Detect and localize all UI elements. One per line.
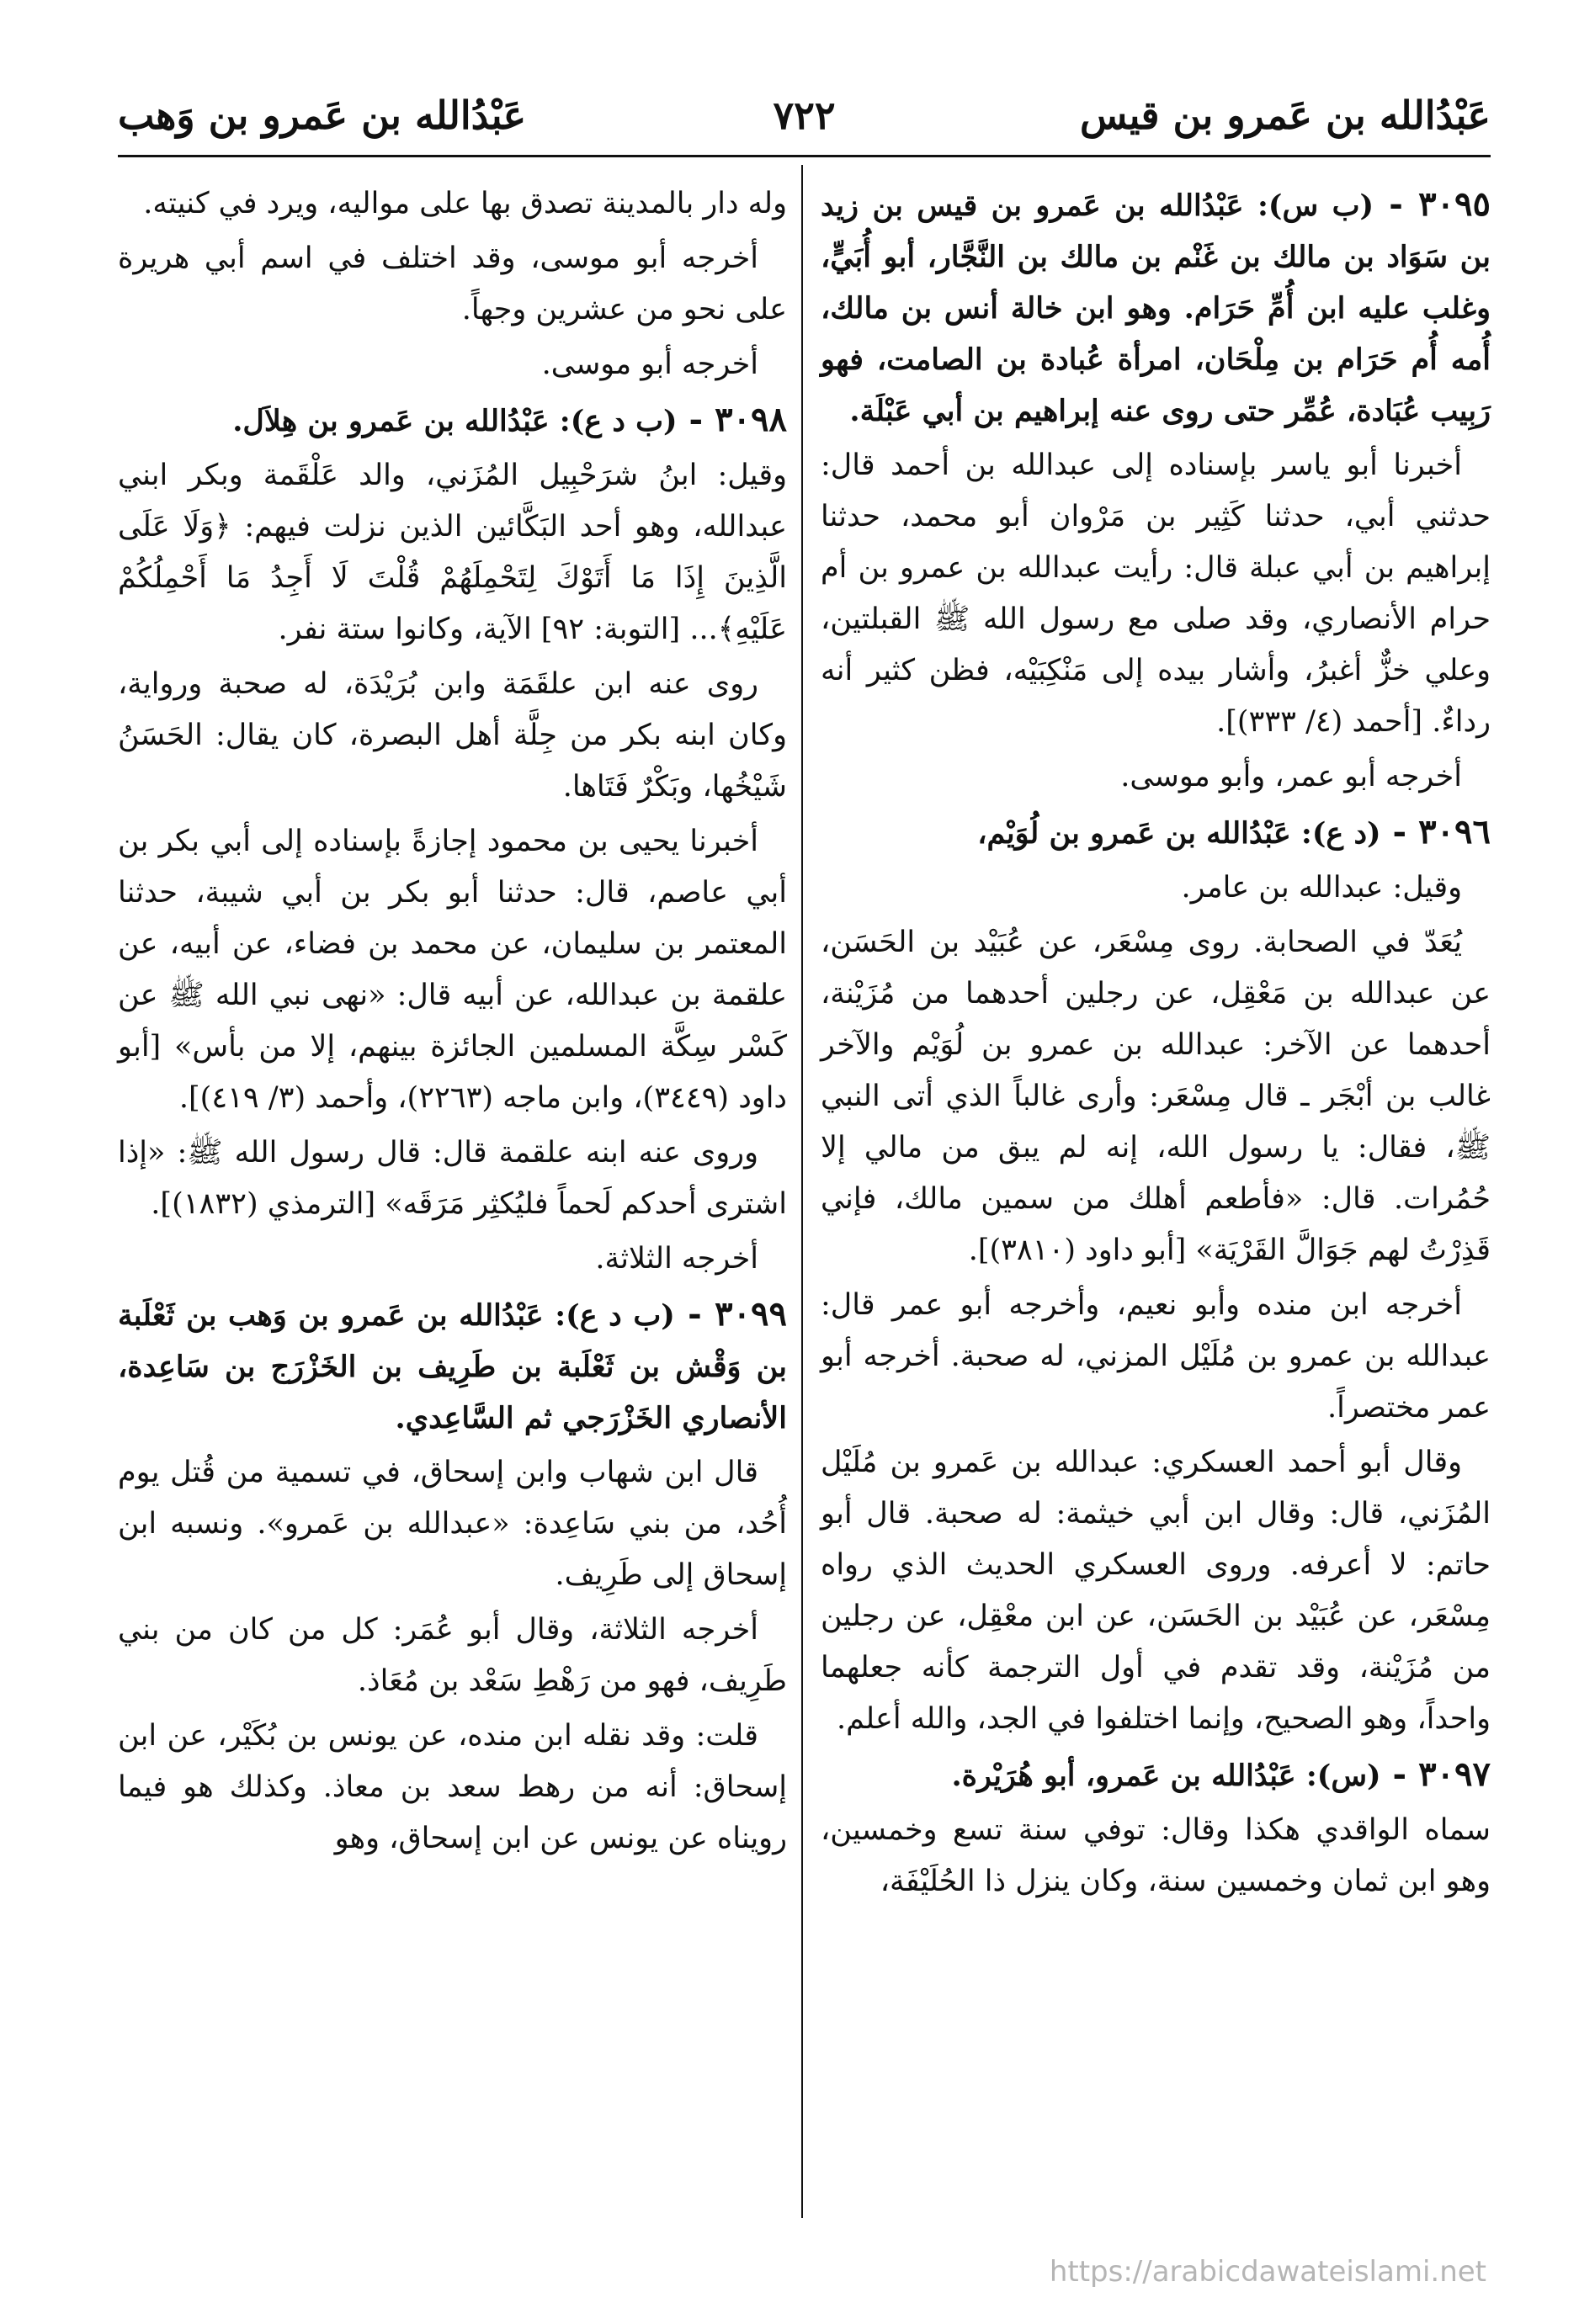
paragraph	[821, 862, 1491, 914]
paragraph-text: وروى عنه ابنه علقمة قال: قال رسول الله ﷺ: «إذا اشترى أحدكم لَحماً فليُكثِر مَرَقَه» [الترمذي (١٨٣٢)].	[118, 1136, 787, 1221]
column-divider	[801, 165, 803, 2218]
paragraph-text: أخرجه الثلاثة.	[595, 1242, 758, 1276]
paragraph-text: أخرجه الثلاثة، وقال أبو عُمَر: كل من كان من بني طَرِيف، فهو من رَهْطِ سَعْد بن مُعَاذ.	[118, 1613, 787, 1698]
paragraph-text: يُعَدّ في الصحابة. روى مِسْعَر، عن عُبَيْد بن الحَسَن، عن عبدالله بن مَعْقِل، عن رجلين أحدهما من مُزَيْنة، أحدهما عن الآخر: عبدالله بن عمرو بن لُوَيْم والآخر غالب بن أبْجَر ـ قال مِسْعَر: وأرى غالباً الذي أتى النبي ﷺ، فقال: يا رسول الله، إنه لم يبق من مالي إلا حُمُرات. قال: «فأطعم أهلك من سمين مالك، فإني قَذِرْتُ لهم جَوَالَّ القَرْيَة» [أبو داود (٣٨١٠)].	[821, 926, 1491, 1267]
paragraph	[118, 1605, 787, 1707]
paragraph-text: وقيل: ابنُ شرَحْبِيل المُزَني، والد عَلْقَمة وبكر ابني عبدالله، وهو أحد البَكَّائين الذين نزلت فيهم: ﴿وَلَا عَلَى الَّذِينَ إِذَا مَا أَتَوْكَ لِتَحْمِلَهُمْ قُلْتَ لَا أَجِدُ مَا أَحْمِلُكُمْ عَلَيْهِ﴾... [التوبة: ٩٢] الآية، وكانوا ستة نفر.	[118, 459, 787, 646]
running-title-right: عَبْدُالله بن عَمرو بن قيس	[1079, 93, 1491, 138]
running-header	[118, 84, 1491, 151]
paragraph-text: (د ع): عَبْدُالله بن عَمرو بن لُوَيْم،	[977, 816, 1381, 851]
paragraph-text: أخبرنا يحيى بن محمود إجازةً بإسناده إلى أبي بكر بن أبي عاصم، قال: حدثنا أبو بكر بن أبي شيبة، حدثنا المعتمر بن سليمان، عن محمد بن فضاء، عن أبيه، عن علقمة بن عبدالله، عن أبيه قال: «نهى نبي الله ﷺ عن كَسْر سِكَّة المسلمين الجائزة بينهم، إلا من بأس» [أبو داود (٣٤٤٩)، وابن ماجه (٢٢٦٣)، وأحمد (٣/ ٤١٩)].	[118, 825, 787, 1115]
paragraph-text: قلت: وقد نقله ابن منده، عن يونس بن بُكَيْر، عن ابن إسحاق: أنه من رهط سعد بن معاذ. وكذلك هو فيما رويناه عن يونس عن ابن إسحاق، وهو	[118, 1719, 787, 1855]
entry-number: ٣٠٩٨ -	[677, 400, 787, 439]
paragraph-text: أخرجه أبو موسى، وقد اختلف في اسم أبي هريرة على نحو من عشرين وجهاً.	[118, 241, 787, 326]
paragraph-text: (ب د ع): عَبْدُالله بن عَمرو بن وَهب بن ثَعْلَبة بن وَقْش بن ثَعْلَبة بن طَرِيف بن الخَزْرَج بن سَاعِدة، الأنصاري الخَزْرَجي ثم السَّاعِدي.	[118, 1298, 787, 1435]
paragraph	[821, 917, 1491, 1276]
paragraph	[821, 1437, 1491, 1745]
paragraph	[118, 178, 787, 230]
entry-heading	[821, 806, 1491, 859]
paragraph	[118, 1128, 787, 1230]
paragraph	[821, 1280, 1491, 1434]
paragraph	[118, 659, 787, 813]
paragraph	[821, 1805, 1491, 1907]
paragraph	[118, 816, 787, 1124]
paragraph-text: أخرجه ابن منده وأبو نعيم، وأخرجه أبو عمر قال: عبدالله بن عمرو بن مُلَيْل المزني، له صحبة. أخرجه أبو عمر مختصراً.	[821, 1288, 1491, 1425]
entry-number: ٣٠٩٩ -	[674, 1294, 788, 1334]
paragraph-text: روى عنه ابن علقَمَة وابن بُرَيْدَة، له صحبة ورواية، وكان ابنه بكر من جِلَّة أهل البصرة، كان يقال: الحَسَنُ شَيْخُها، وبَكْرٌ فَتَاها.	[118, 667, 787, 804]
header-rule	[118, 155, 1491, 157]
paragraph-text: أخبرنا أبو ياسر بإسناده إلى عبدالله بن أحمد قال: حدثني أبي، حدثنا كَثِير بن مَرْوان أبو محمد، حدثنا إبراهيم بن أبي عبلة قال: رأيت عبدالله بن عمرو بن أم حرام الأنصاري، وقد صلى مع رسول الله ﷺ القبلتين، وعلي خزٌّ أغبرُ، وأشار بيده إلى مَنْكِبَيْه، فظن كثير أنه رداءٌ. [أحمد (٤/ ٣٣٣)].	[821, 448, 1491, 739]
entry-number: ٣٠٩٦ -	[1380, 812, 1491, 852]
paragraph-text: أخرجه أبو عمر، وأبو موسى.	[1120, 760, 1462, 793]
entry-number: ٣٠٩٥ -	[1374, 184, 1491, 224]
paragraph	[118, 339, 787, 390]
entry-heading	[118, 1288, 787, 1444]
paragraph-text: سماه الواقدي هكذا وقال: توفي سنة تسع وخمسين، وهو ابن ثمان وخمسين سنة، وكان ينزل ذا الحُلَيْفَة،	[821, 1813, 1491, 1898]
paragraph-text: وله دار بالمدينة تصدق بها على مواليه، ويرد في كنيته.	[143, 187, 787, 220]
entry-heading	[118, 394, 787, 447]
page-number: ٧٢٢	[773, 93, 836, 138]
paragraph	[118, 233, 787, 336]
watermark-url: https://arabicdawateislami.net	[1049, 2255, 1486, 2289]
entry-number: ٣٠٩٧ -	[1380, 1754, 1491, 1794]
running-title-left: عَبْدُالله بن عَمرو بن وَهب	[118, 93, 527, 138]
paragraph-text: وقال أبو أحمد العسكري: عبدالله بن عَمرو بن مُلَيْل المُزَني، قال: وقال ابن أبي خيثمة: له صحبة. قال أبو حاتم: لا أعرفه. وروى العسكري الحديث الذي رواه مِسْعَر، عن عُبَيْد بن الحَسَن، عن ابن معْقِل، عن رجلين من مُزَيْنة، وقد تقدم في أول الترجمة كأنه جعلهما واحداً، وهو الصحيح، وإنما اختلفوا في الجد، والله أعلم.	[821, 1446, 1491, 1736]
paragraph	[118, 1234, 787, 1285]
left-column	[118, 178, 787, 1868]
paragraph-text: قال ابن شهاب وابن إسحاق، في تسمية من قُتل يوم أُحُد، من بني سَاعِدة: «عبدالله بن عَمرو». ونسبه ابن إسحاق إلى طَرِيف.	[118, 1456, 787, 1592]
paragraph	[821, 751, 1491, 803]
right-column	[821, 178, 1491, 1911]
paragraph	[118, 450, 787, 655]
entry-heading	[821, 178, 1491, 437]
paragraph-text: (ب س): عَبْدُالله بن عَمرو بن قيس بن زيد بن سَوَاد بن مالك بن غَنْم بن مالك بن النَّجَّار، أبو أُبَيٍّ، وغلب عليه ابن أُمِّ حَرَام. وهو ابن خالة أنس بن مالك، أُمه أُم حَرَام بن مِلْحَان، امرأة عُبادة بن الصامت، فهو رَبِيب عُبَادة، عُمِّر حتى روى عنه إبراهيم بن أبي عَبْلَة.	[821, 188, 1491, 428]
paragraph-text: وقيل: عبدالله بن عامر.	[1181, 871, 1462, 905]
paragraph-text: (ب د ع): عَبْدُالله بن عَمرو بن هِلاَل.	[232, 404, 678, 438]
paragraph	[118, 1447, 787, 1601]
paragraph	[821, 440, 1491, 748]
paragraph	[118, 1711, 787, 1865]
paragraph-text: (س): عَبْدُالله بن عَمرو، أبو هُرَيْرة.	[951, 1759, 1381, 1793]
entry-heading	[821, 1748, 1491, 1801]
paragraph-text: أخرجه أبو موسى.	[541, 348, 758, 381]
